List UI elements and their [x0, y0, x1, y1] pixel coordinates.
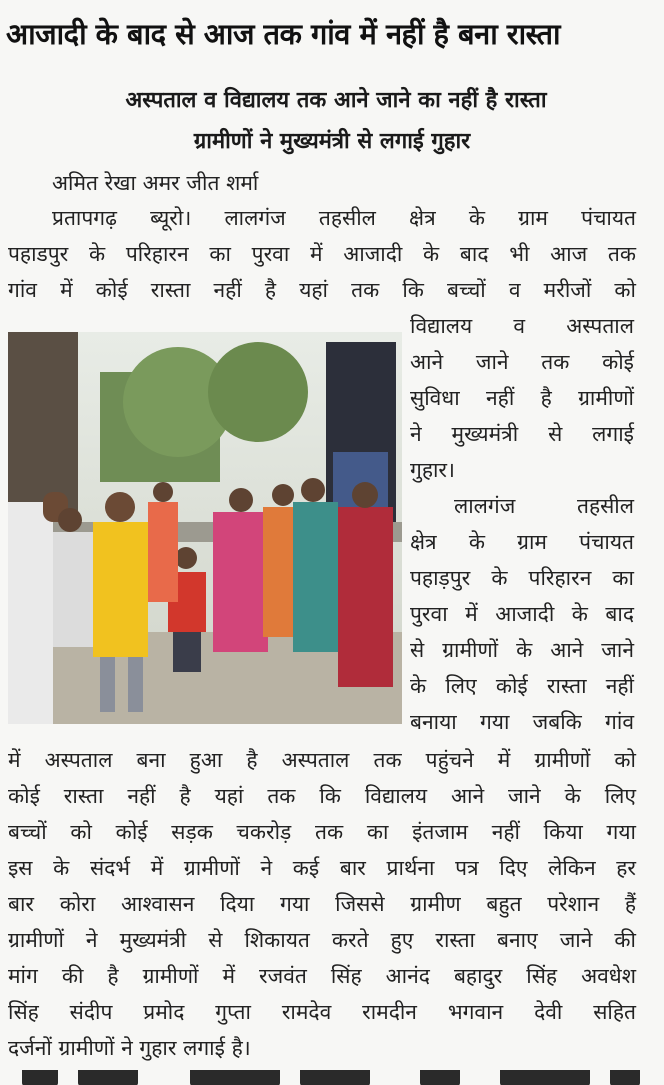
body-line: गुहार। [410, 458, 455, 482]
group-of-villagers-photo-icon [8, 332, 402, 724]
body-line: सुविधा नहीं है ग्रामीणों [410, 386, 634, 410]
body-line: कोई रास्ता नहीं है यहां तक कि विद्यालय आने जाने के लिए [8, 784, 636, 808]
body-line: ने मुख्यमंत्री से लगाई [410, 422, 634, 446]
subheadline-2: ग्रामीणों ने मुख्यमंत्री से लगाई गुहार [193, 129, 471, 154]
body-line: मांग की है ग्रामीणों में रजवंत सिंह आनंद बहादुर सिंह अवधेश [8, 964, 636, 988]
news-photo [8, 332, 402, 724]
body-line: पहाड़पुर के परिहारन का [410, 566, 634, 590]
body-line: बच्चों को कोई सड़क चकरोड़ तक का इंतजाम नहीं किया गया [8, 820, 636, 844]
byline: अमित रेखा अमर जीत शर्मा [52, 171, 259, 195]
body-line: विद्यालय व अस्पताल [410, 314, 634, 338]
body-line: पुरवा में आजादी के बाद [410, 602, 634, 626]
body-line: गांव में कोई रास्ता नहीं है यहां तक कि बच्चों व मरीजों को [8, 278, 636, 302]
body-line: में अस्पताल बना हुआ है अस्पताल तक पहुंचने में ग्रामीणों को [8, 748, 636, 772]
headline: आजादी के बाद से आज तक गांव में नहीं है बना रास्ता [6, 17, 561, 51]
body-line: बार कोरा आश्वासन दिया गया जिससे ग्रामीण बहुत परेशान हैं [8, 892, 636, 916]
body-line: दर्जनों ग्रामीणों ने गुहार लगाई है। [8, 1036, 251, 1060]
body-line: पहाडपुर के परिहारन का पुरवा में आजादी के बाद भी आज तक [8, 242, 636, 266]
body-line: इस के संदर्भ में ग्रामीणों ने कई बार प्रार्थना पत्र दिए लेकिन हर [8, 856, 636, 880]
body-line: प्रतापगढ़ ब्यूरो। लालगंज तहसील क्षेत्र के ग्राम पंचायत [52, 206, 636, 230]
body-line: क्षेत्र के ग्राम पंचायत [410, 530, 634, 554]
subheadline-1: अस्पताल व विद्यालय तक आने जाने का नहीं है रास्ता [125, 88, 547, 113]
body-line: से ग्रामीणों के आने जाने [410, 638, 634, 662]
body-line: ग्रामीणों ने मुख्यमंत्री से शिकायत करते हुए रास्ता बनाए जाने की [8, 928, 636, 952]
cropped-next-headline [0, 1070, 664, 1085]
body-line: के लिए कोई रास्ता नहीं [410, 674, 634, 698]
body-line: आने जाने तक कोई [410, 350, 634, 374]
body-line: सिंह संदीप प्रमोद गुप्ता रामदेव रामदीन भगवान देवी सहित [8, 1000, 636, 1024]
body-line: बनाया गया जबकि गांव [410, 710, 634, 734]
body-line: लालगंज तहसील [454, 494, 634, 518]
